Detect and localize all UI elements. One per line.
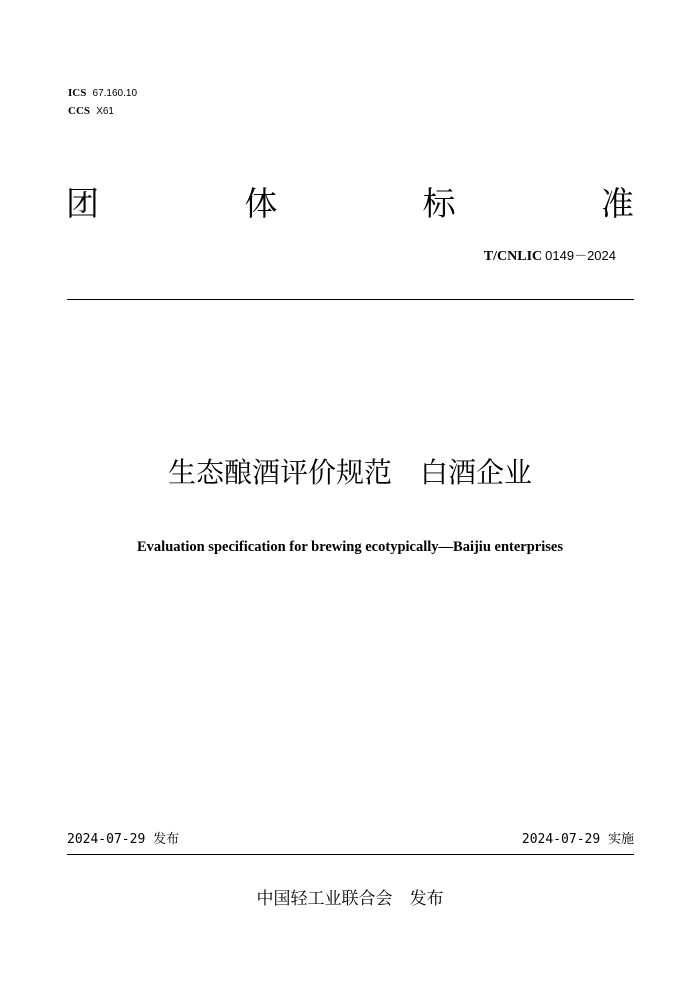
- standard-type-char: 团: [66, 184, 99, 223]
- standard-code-number: 0149－2024: [545, 248, 616, 263]
- ics-classification: [68, 87, 137, 100]
- ics-label: ICS: [68, 87, 87, 99]
- standard-type-char: 体: [244, 184, 278, 223]
- header-divider: [67, 299, 634, 300]
- implement-date: 2024-07-29 实施: [521, 832, 634, 847]
- standard-code-prefix: T/CNLIC: [483, 249, 543, 264]
- standard-type-char: 准: [600, 184, 634, 223]
- publisher: 中国轻工业联合会 发布: [256, 889, 444, 909]
- footer-divider: [67, 854, 634, 855]
- ccs-label: CCS: [68, 105, 91, 117]
- chinese-title: 生态酿酒评价规范 白酒企业: [167, 456, 532, 489]
- publish-date: 2024-07-29 发布: [67, 832, 180, 847]
- english-title: Evaluation specification for brewing ecotypically—Baijiu enterprises: [137, 539, 563, 555]
- standard-type-heading: [66, 182, 634, 226]
- standard-type-char: 标: [422, 184, 456, 223]
- standard-code: [484, 247, 616, 266]
- ics-value: 67.160.10: [92, 88, 138, 99]
- ccs-classification: [68, 105, 114, 118]
- ccs-value: X61: [96, 106, 114, 117]
